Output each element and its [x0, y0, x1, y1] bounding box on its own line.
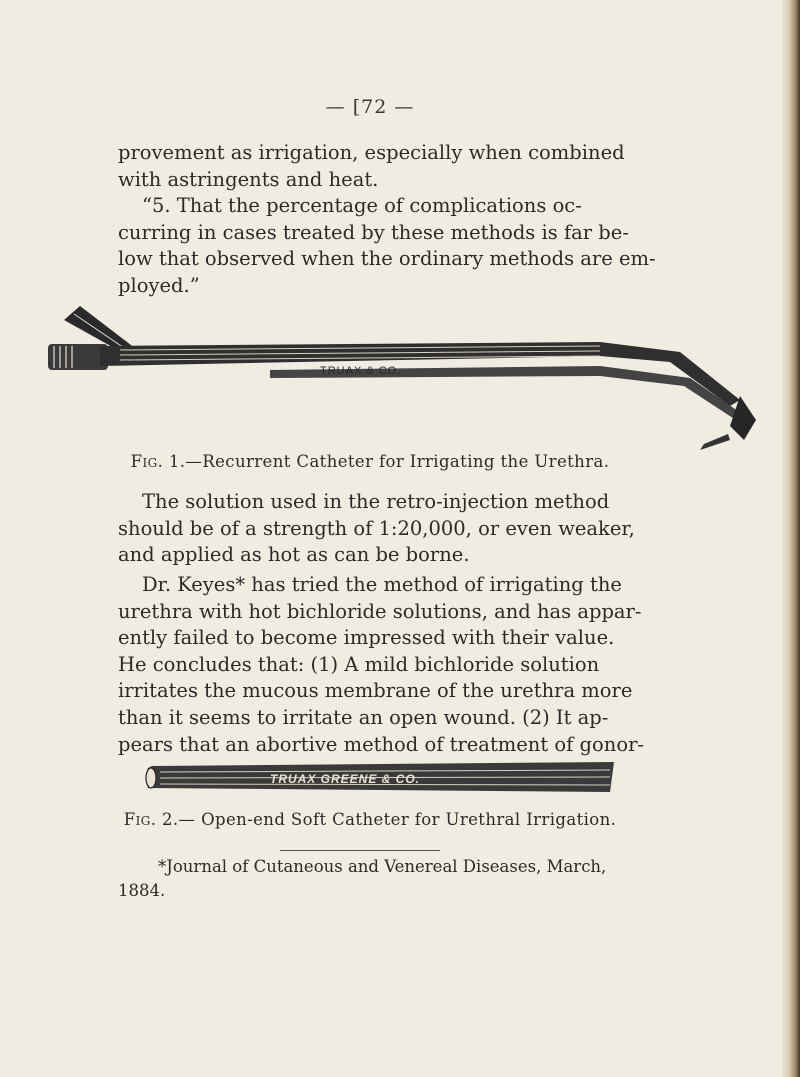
- fig2-caption: [0, 810, 740, 829]
- text-line: and applied as hot as can be borne.: [118, 543, 470, 567]
- text-line: urethra with hot bichloride solutions, and has appar-: [118, 599, 642, 623]
- open-end-catheter-figure: [140, 758, 630, 802]
- footnote: [118, 855, 648, 903]
- footnote-divider: [280, 850, 440, 851]
- text-line: Dr. Keyes* has tried the method of irrigating the: [142, 573, 622, 596]
- footnote-line: 1884.: [118, 881, 166, 900]
- text-line: irritates the mucous membrane of the urethra more: [118, 679, 633, 703]
- text-line: with astringents and heat.: [118, 167, 379, 191]
- top-paragraph: [118, 140, 656, 300]
- page-edge-shadow: [782, 0, 800, 1077]
- text-line: The solution used in the retro-injection method: [142, 490, 610, 513]
- fig1-caption-label: Fig. 1.: [130, 452, 186, 471]
- fig2-caption-text: — Open-end Soft Catheter for Urethral Irrigation.: [178, 810, 617, 829]
- text-line: provement as irrigation, especially when combined: [118, 141, 625, 164]
- text-line: low that observed when the ordinary methods are em-: [118, 247, 656, 271]
- page-number: — [72 —: [325, 96, 415, 118]
- text-line: He concludes that: (1) A mild bichloride solution: [118, 652, 600, 676]
- text-line: ently failed to become impressed with their value.: [118, 626, 615, 650]
- middle-paragraph-1: [118, 489, 644, 569]
- text-line: curring in cases treated by these methods is far be-: [118, 220, 629, 244]
- text-line: “5. That the percentage of complications oc-: [142, 194, 582, 218]
- text-line: should be of a strength of 1:20,000, or even weaker,: [118, 516, 635, 540]
- text-line: than it seems to irritate an open wound. (2) It ap-: [118, 705, 609, 729]
- fig2-caption-label: Fig. 2.: [123, 810, 179, 829]
- recurrent-catheter-figure: [40, 300, 760, 470]
- footnote-line: *Journal of Cutaneous and Venereal Diseases, March,: [158, 857, 607, 876]
- fig2-maker-mark: TRUAX GREENE & CO.: [270, 772, 421, 786]
- text-line: ployed.”: [118, 273, 200, 297]
- middle-paragraph-2: [118, 572, 644, 758]
- fig1-maker-mark: TRUAX & CO.: [320, 365, 402, 377]
- fig1-caption-text: —Recurrent Catheter for Irrigating the Urethra.: [185, 452, 610, 471]
- fig1-caption: [0, 452, 740, 471]
- text-line: pears that an abortive method of treatment of gonor-: [118, 732, 644, 756]
